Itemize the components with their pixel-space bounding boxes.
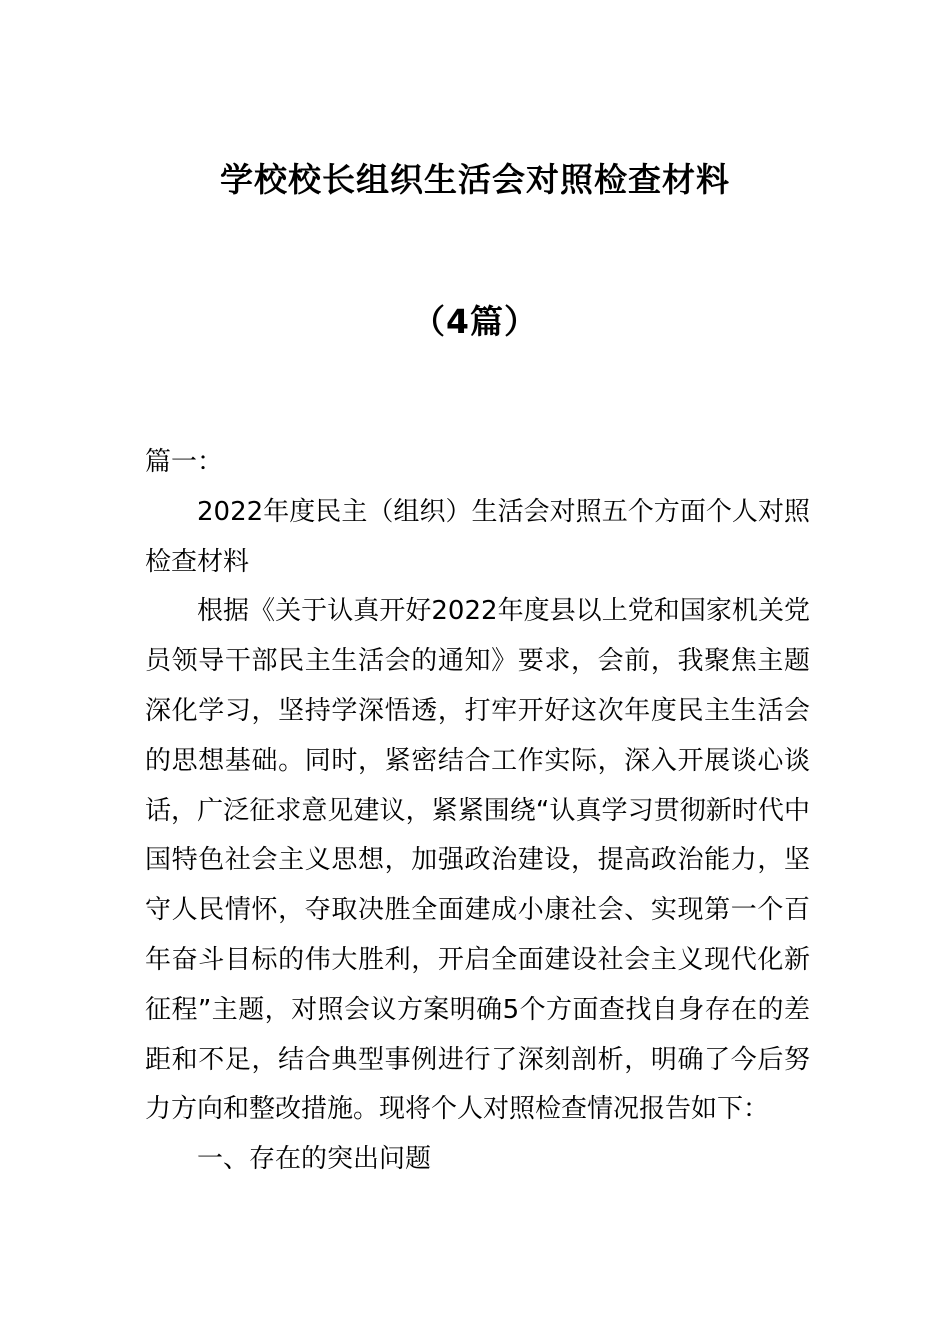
document-title: 学校校长组织生活会对照检查材料 bbox=[220, 160, 730, 199]
subsection-heading: 一、存在的突出问题 bbox=[197, 1144, 432, 1175]
section-heading: 2022年度民主（组织）生活会对照五个方面个人对照检查材料 bbox=[145, 496, 810, 577]
document-subtitle: （4篇） bbox=[412, 302, 538, 341]
document-body bbox=[145, 438, 810, 1185]
section-label: 篇一： bbox=[145, 447, 224, 477]
body-paragraph: 根据《关于认真开好2022年度县以上党和国家机关党员领导干部民主生活会的通知》要求，会前，我聚焦主题深化学习，坚持学深悟透，打牢开好这次年度民主生活会的思想基础。同时，紧密结合工作实际，深入开展谈心谈话，广泛征求意见建议，紧紧围绕“认真学习贯彻新时代中国特色社会主义思想，加强政治建设，提高政治能力，坚守人民情怀，夺取决胜全面建成小康社会、实现第一个百年奋斗目标的伟大胜利，开启全面建设社会主义现代化新征程”主题，对照会议方案明确5个方面查找自身存在的差距和不足，结合典型事例进行了深刻剖析，明确了今后努力方向和整改措施。现将个人对照检查情况报告如下： bbox=[145, 596, 810, 1125]
